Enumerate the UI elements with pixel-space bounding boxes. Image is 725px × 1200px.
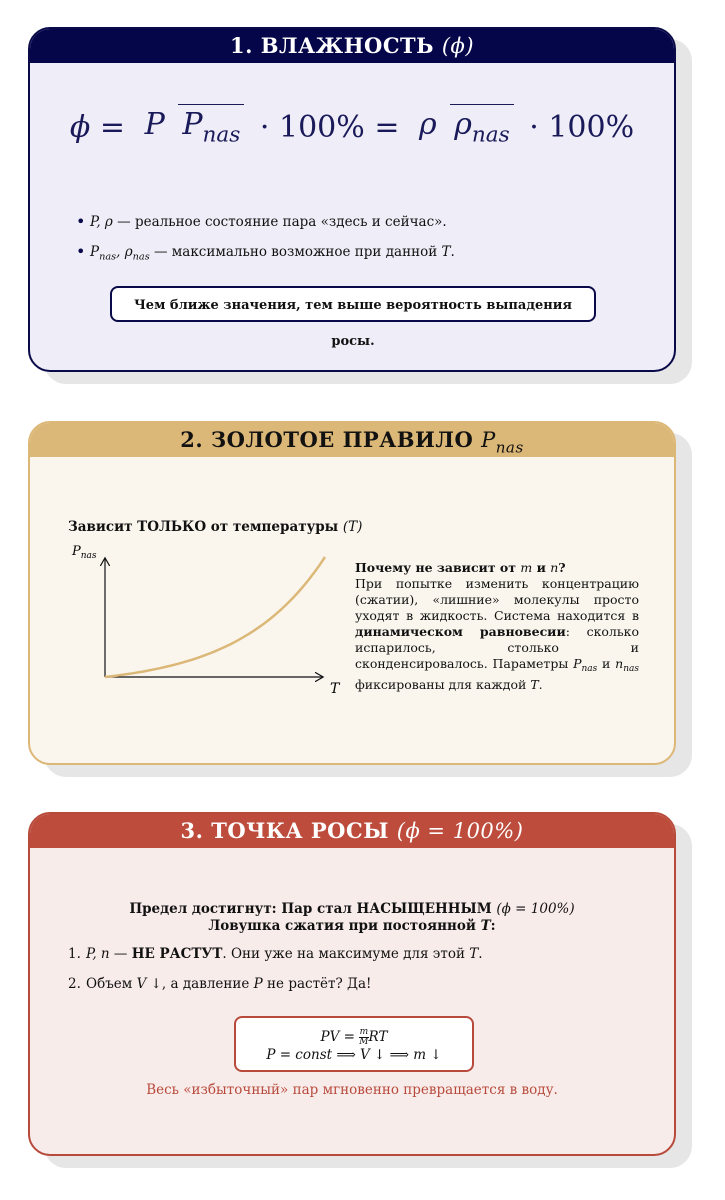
graph-x-label: T xyxy=(330,681,340,697)
saturation-curve xyxy=(105,557,325,677)
dew-point-header xyxy=(30,814,674,848)
why-title: Почему не зависит от m и n? xyxy=(355,560,566,575)
list-item: 1. P, n — НЕ РАСТУТ. Они уже на максимуме для этой T. xyxy=(68,946,483,962)
formula-eq2: = xyxy=(374,109,400,145)
formula-times: · 100% xyxy=(259,109,365,145)
dew-point-title-math: (ϕ = 100%) xyxy=(396,819,524,843)
pressure-temperature-graph xyxy=(60,535,350,705)
gas-law-box xyxy=(234,1016,474,1072)
golden-rule-title-math: $P_{nas}$ xyxy=(481,428,524,457)
graph-y-label: $P_{nas}$ xyxy=(72,544,97,561)
formula-phi: ϕ xyxy=(69,109,91,145)
dew-probability-note: Чем ближе значения, тем выше вероятность выпадения росы. xyxy=(110,286,596,322)
why-independent-explanation xyxy=(355,560,639,693)
humidity-card-header xyxy=(30,29,674,63)
limit-reached: Предел достигнут: Пар стал НАСЫЩЕННЫМ (ϕ = 100%) Ловушка сжатия при постоянной T: xyxy=(129,901,575,934)
gas-law-implication: P = const ⟹ V ↓ ⟹ m ↓ xyxy=(266,1047,442,1063)
dew-point-card xyxy=(28,812,676,1156)
formula-eq: = xyxy=(99,109,126,145)
humidity-title-math: (ϕ) xyxy=(441,34,475,58)
golden-rule-header xyxy=(30,423,674,457)
humidity-formula xyxy=(30,107,674,148)
golden-rule-card xyxy=(28,421,676,765)
gas-law-equation: PV = $\frac{m}{M}$ RT xyxy=(320,1027,388,1047)
dew-point-title: 3. ТОЧКА РОСЫ xyxy=(180,818,389,843)
humidity-card xyxy=(28,27,676,372)
excess-vapor-note: Весь «избыточный» пар мгновенно превращается в воду. xyxy=(146,1082,558,1098)
formula-fraction-pressure: P $P_{nas}$ xyxy=(141,107,245,148)
formula-times2: · 100% xyxy=(529,109,635,145)
depends-only-on-temperature: Зависит ТОЛЬКО от температуры (T) xyxy=(68,519,363,535)
list-item: 2. Объем V ↓, а давление P не растёт? Да! xyxy=(68,976,372,992)
humidity-title: 1. ВЛАЖНОСТЬ xyxy=(229,33,434,58)
golden-rule-title: 2. ЗОЛОТОЕ ПРАВИЛО xyxy=(180,427,474,452)
bullet-max-state: • $P_{nas}$, $\rho_{nas}$ — максимально возможное при данной T. xyxy=(90,244,455,262)
why-text: При попытке изменить концентрацию (сжатии), «лишние» молекулы просто уходят в жидкость. Система находится в динамическом равновесии: сколько испарилось, столько и сконденсировалось. Параметры $P_{nas}$ и $n_{nas}$ фиксированы для каждой T. xyxy=(355,576,640,693)
bullet-real-state: • P, ρ — реальное состояние пара «здесь и сейчас». xyxy=(90,214,447,230)
formula-fraction-density: ρ $\rho_{nas}$ xyxy=(415,107,514,148)
